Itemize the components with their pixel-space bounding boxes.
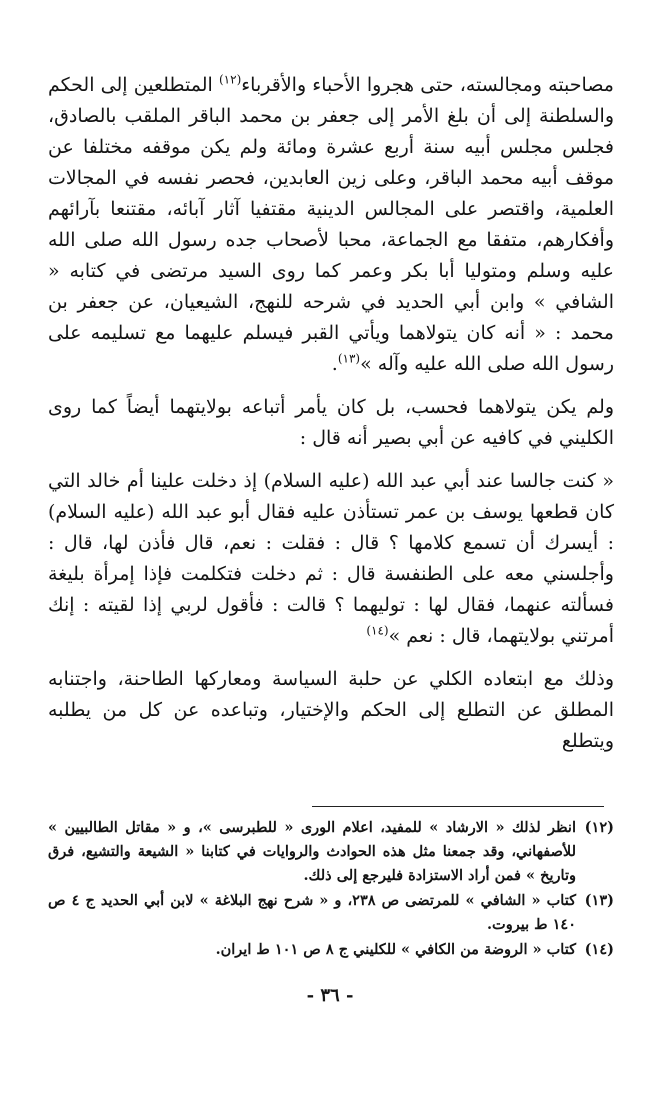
footnote-divider [312, 806, 604, 807]
footnotes [48, 816, 614, 963]
footnote-ref-13: (١٣) [337, 351, 361, 366]
footnote-12 [48, 816, 614, 888]
footnote-14 [48, 938, 614, 962]
footnote-13 [48, 889, 614, 937]
paragraph-1-start: مصاحبته ومجالسته، حتى هجروا الأحباء والأقرباء [241, 74, 614, 96]
paragraph-3-quote [48, 466, 614, 652]
footnote-number: (١٢) [584, 819, 614, 836]
footnote-number: (١٤) [584, 941, 614, 958]
footnote-text: كتاب « الشافي » للمرتضى ص ٢٣٨، و « شرح نهج البلاغة » لابن أبي الحديد ج ٤ ص ١٤٠ ط بيروت. [48, 892, 576, 933]
footnote-ref-12: (١٢) [218, 72, 242, 87]
page-number: - ٣٦ - [306, 985, 354, 1006]
main-text [48, 70, 614, 757]
footnote-number: (١٣) [584, 892, 614, 909]
paragraph-4: وذلك مع ابتعاده الكلي عن حلبة السياسة ومعاركها الطاحنة، واجتنابه المطلق عن التطلع إلى الحكم والإختيار، وتباعده عن كل من يطلبه ويتطلع [48, 668, 614, 752]
footnote-text: كتاب « الروضة من الكافي » للكليني ج ٨ ص ١٠١ ط ايران. [215, 941, 576, 958]
paragraph-2: ولم يكن يتولاهما فحسب، بل كان يأمر أتباعه بولايتهما أيضاً كما روى الكليني في كافيه عن أبي بصير أنه قال : [48, 396, 614, 449]
footnote-ref-14: (١٤) [366, 623, 389, 638]
paragraph-1 [48, 70, 614, 380]
paragraph-1-middle: المتطلعين إلى الحكم والسلطنة إلى أن بلغ الأمر إلى جعفر بن محمد الباقر الملقب بالصادق، فجلس مجلس أبيه سنة أربع عشرة ومائة ولم يكن موقفه مختلفا عن موقف أبيه محمد الباقر، وعلى زين العابدين، فحصر نفسه في المجالات العلمية، واقتصر على المجالس الدينية مقتفيا آثار آبائه، مقتنعا بآرائهم وأفكارهم، متفقا مع الجماعة، محبا لأصحاب جده رسول الله صلى الله عليه وسلم ومتوليا أبا بكر وعمر كما روى السيد مرتضى في كتابه « الشافي » وابن أبي الحديد في شرحه للنهج، الشيعيان، عن جعفر بن محمد : « أنه كان يتولاهما ويأتي القبر فيسلم عليهما مع تسليمه على رسول الله صلى الله عليه وآله » [48, 74, 614, 375]
quote-text: « كنت جالسا عند أبي عبد الله (عليه السلام) إذ دخلت علينا أم خالد التي كان قطعها يوسف بن عمر تستأذن عليه فقال أبو عبد الله (عليه السلام) : أيسرك أن تسمع كلامها ؟ قال : فقلت : نعم، قال فأذن لها، قال : وأجلسني معه على الطنفسة قال : ثم دخلت فتكلمت فإذا إمرأة بليغة فسألته عنهما، فقال لها : توليهما ؟ قالت : فأقول لربي إذا لقيته : إنك أمرتني بولايتهما، قال : نعم » [48, 470, 614, 647]
footnote-text: انظر لذلك « الارشاد » للمفيد، اعلام الورى « للطبرسى »، و « مقاتل الطالبيين » للأصفهاني، وقد جمعنا مثل هذه الحوادث والروايات في كتابنا « الشيعة والتشيع، فرق وتاريخ » فمن أراد الاستزادة فليرجع إلى ذلك. [48, 819, 576, 884]
paragraph-1-end: . [331, 353, 338, 375]
